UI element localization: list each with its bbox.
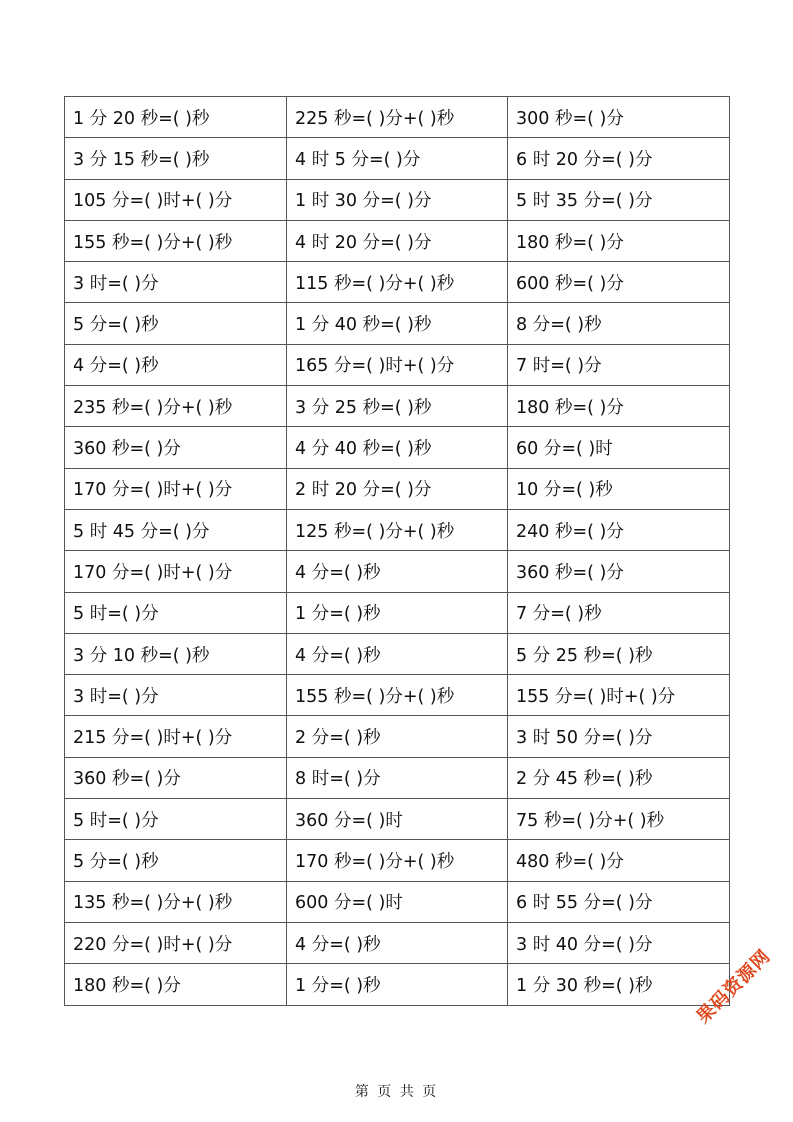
exercise-cell: 1 分 20 秒=( )秒 — [65, 97, 287, 138]
table-row — [65, 840, 730, 881]
exercise-cell: 3 时 50 分=( )分 — [508, 716, 730, 757]
exercise-cell: 3 时 40 分=( )分 — [508, 922, 730, 963]
exercise-cell: 180 秒=( )分 — [508, 386, 730, 427]
table-row — [65, 633, 730, 674]
exercise-cell: 7 分=( )秒 — [508, 592, 730, 633]
exercise-cell: 4 时 5 分=( )分 — [287, 138, 508, 179]
exercise-cell: 8 分=( )秒 — [508, 303, 730, 344]
exercise-cell: 7 时=( )分 — [508, 344, 730, 385]
exercise-cell: 155 秒=( )分+( )秒 — [287, 675, 508, 716]
exercise-cell: 105 分=( )时+( )分 — [65, 179, 287, 220]
exercise-cell: 360 秒=( )分 — [508, 551, 730, 592]
table-row — [65, 179, 730, 220]
table-row — [65, 551, 730, 592]
exercise-cell: 170 分=( )时+( )分 — [65, 551, 287, 592]
table-row — [65, 220, 730, 261]
exercise-cell: 360 秒=( )分 — [65, 427, 287, 468]
table-row — [65, 427, 730, 468]
exercise-cell: 360 秒=( )分 — [65, 757, 287, 798]
exercise-table — [64, 96, 730, 1006]
exercise-cell: 6 时 55 分=( )分 — [508, 881, 730, 922]
exercise-cell: 165 分=( )时+( )分 — [287, 344, 508, 385]
exercise-cell: 2 时 20 分=( )分 — [287, 468, 508, 509]
exercise-cell: 225 秒=( )分+( )秒 — [287, 97, 508, 138]
exercise-cell: 4 时 20 分=( )分 — [287, 220, 508, 261]
exercise-cell: 155 秒=( )分+( )秒 — [65, 220, 287, 261]
exercise-cell: 4 分=( )秒 — [65, 344, 287, 385]
exercise-cell: 115 秒=( )分+( )秒 — [287, 262, 508, 303]
exercise-cell: 600 分=( )时 — [287, 881, 508, 922]
table-row — [65, 303, 730, 344]
exercise-cell: 240 秒=( )分 — [508, 509, 730, 550]
exercise-cell: 5 时=( )分 — [65, 592, 287, 633]
exercise-cell: 3 分 25 秒=( )秒 — [287, 386, 508, 427]
table-row — [65, 138, 730, 179]
exercise-cell: 3 时=( )分 — [65, 675, 287, 716]
exercise-cell: 155 分=( )时+( )分 — [508, 675, 730, 716]
exercise-cell: 125 秒=( )分+( )秒 — [287, 509, 508, 550]
table-row — [65, 262, 730, 303]
table-row — [65, 799, 730, 840]
exercise-cell: 360 分=( )时 — [287, 799, 508, 840]
exercise-cell: 170 分=( )时+( )分 — [65, 468, 287, 509]
exercise-cell: 75 秒=( )分+( )秒 — [508, 799, 730, 840]
exercise-cell: 1 分 40 秒=( )秒 — [287, 303, 508, 344]
exercise-cell: 3 时=( )分 — [65, 262, 287, 303]
exercise-cell: 4 分=( )秒 — [287, 551, 508, 592]
table-row — [65, 509, 730, 550]
table-row — [65, 468, 730, 509]
exercise-cell: 135 秒=( )分+( )秒 — [65, 881, 287, 922]
exercise-cell: 2 分 45 秒=( )秒 — [508, 757, 730, 798]
table-row — [65, 964, 730, 1005]
exercise-cell: 170 秒=( )分+( )秒 — [287, 840, 508, 881]
exercise-cell: 480 秒=( )分 — [508, 840, 730, 881]
table-row — [65, 97, 730, 138]
exercise-cell: 1 分=( )秒 — [287, 964, 508, 1005]
watermark-logo: 果码资源网 — [692, 945, 775, 1028]
exercise-cell: 2 分=( )秒 — [287, 716, 508, 757]
exercise-cell: 6 时 20 分=( )分 — [508, 138, 730, 179]
exercise-cell: 1 时 30 分=( )分 — [287, 179, 508, 220]
exercise-cell: 60 分=( )时 — [508, 427, 730, 468]
table-row — [65, 757, 730, 798]
exercise-cell: 235 秒=( )分+( )秒 — [65, 386, 287, 427]
exercise-cell: 3 分 15 秒=( )秒 — [65, 138, 287, 179]
exercise-cell: 5 分 25 秒=( )秒 — [508, 633, 730, 674]
exercise-table-body — [65, 97, 730, 1006]
table-row — [65, 386, 730, 427]
exercise-cell: 300 秒=( )分 — [508, 97, 730, 138]
exercise-cell: 5 分=( )秒 — [65, 840, 287, 881]
table-row — [65, 592, 730, 633]
table-row — [65, 344, 730, 385]
table-row — [65, 675, 730, 716]
exercise-cell: 8 时=( )分 — [287, 757, 508, 798]
exercise-cell: 3 分 10 秒=( )秒 — [65, 633, 287, 674]
exercise-cell: 1 分 30 秒=( )秒 — [508, 964, 730, 1005]
exercise-cell: 4 分=( )秒 — [287, 633, 508, 674]
table-row — [65, 881, 730, 922]
table-row — [65, 716, 730, 757]
exercise-cell: 5 时 35 分=( )分 — [508, 179, 730, 220]
exercise-cell: 220 分=( )时+( )分 — [65, 922, 287, 963]
exercise-cell: 5 时 45 分=( )分 — [65, 509, 287, 550]
exercise-cell: 10 分=( )秒 — [508, 468, 730, 509]
exercise-cell: 180 秒=( )分 — [65, 964, 287, 1005]
exercise-cell: 4 分=( )秒 — [287, 922, 508, 963]
exercise-cell: 5 分=( )秒 — [65, 303, 287, 344]
exercise-cell: 1 分=( )秒 — [287, 592, 508, 633]
table-row — [65, 922, 730, 963]
exercise-cell: 180 秒=( )分 — [508, 220, 730, 261]
page-footer: 第 页 共 页 — [354, 1084, 439, 1100]
exercise-cell: 600 秒=( )分 — [508, 262, 730, 303]
exercise-cell: 4 分 40 秒=( )秒 — [287, 427, 508, 468]
exercise-cell: 5 时=( )分 — [65, 799, 287, 840]
exercise-cell: 215 分=( )时+( )分 — [65, 716, 287, 757]
